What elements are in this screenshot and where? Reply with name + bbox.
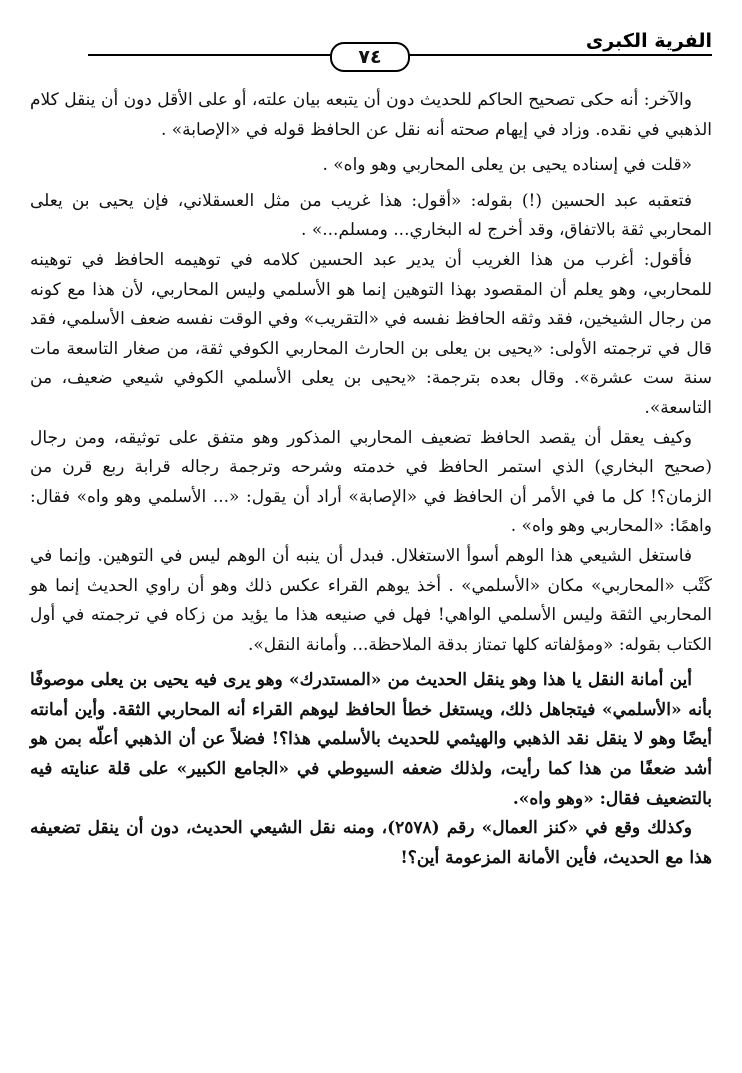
- paragraph: والآخر: أنه حكى تصحيح الحاكم للحديث دون أن يتبعه بيان علته، أو على الأقل دون أن ينقل كلام الذهبي في نقده. وزاد في إيهام صحته أنه نقل عن الحافظ قوله في «الإصابة» .: [30, 90, 712, 140]
- paragraph: فاستغل الشيعي هذا الوهم أسوأ الاستغلال. فبدل أن ينبه أن الوهم ليس في التوهين. وإنما في كَتْب «المحاربي» مكان «الأسلمي» . أخذ يوهم القراء عكس ذلك وهو أن راوي الحديث إنما هو المحاربي الثقة وليس الأسلمي الواهي! فهل في صنيعه هذا ما يؤيد من زكاه في ترجمته في أول الكتاب بقوله: «ومؤلفاته كلها تمتاز بدقة الملاحظة... وأمانة النقل».: [30, 545, 712, 655]
- bold-paragraph: وكذلك وقع في «كنز العمال» رقم (٢٥٧٨)، ومنه نقل الشيعي الحديث، دون أن ينقل تضعيفه هذا مع الحديث، فأين الأمانة المزعومة أين؟!: [30, 818, 712, 868]
- running-title: الفرية الكبرى: [585, 30, 712, 52]
- page-number: ٧٤: [330, 42, 410, 72]
- paragraph: فتعقبه عبد الحسين (!) بقوله: «أقول: هذا غريب من مثل العسقلاني، فإن يحيى بن يعلى المحاربي ثقة بالاتفاق، وقد أخرج له البخاري... ومسلم...» .: [30, 190, 712, 241]
- quote-paragraph: «قلت في إسناده يحيى بن يعلى المحاربي وهو واه» .: [322, 155, 692, 176]
- page-number-area: [0, 42, 742, 74]
- body-text: [30, 86, 712, 873]
- paragraph: فأقول: أغرب من هذا الغريب أن يدير عبد الحسين كلامه في توهيمه الحافظ في توهينه للمحاربي، وهو يعلم أن المقصود بهذا التوهين إنما هو الأسلمي وليس المحاربي، لأن هذا مع كونه من رجال الشيخين، فقد وثقه الحافظ نفسه في «التقريب» وفي الوقت نفسه ضعف الأسلمي، فقد قال في ترجمته الأولى: «يحيى بن يعلى بن الحارث المحاربي الكوفي ثقة، من صغار التاسعة مات سنة ست عشرة». وقال بعده بترجمة: «يحيى بن يعلى الأسلمي الكوفي شيعي ضعيف، من التاسعة».: [30, 249, 712, 418]
- paragraph: وكيف يعقل أن يقصد الحافظ تضعيف المحاربي المذكور وهو متفق على توثيقه، ومن رجال (صحيح البخاري) الذي استمر الحافظ في خدمته وشرحه وترجمة رجاله قرابة ربع قرن من الزمان؟! كل ما في الأمر أن الحافظ في «الإصابة» أراد أن يقول: «... الأسلمي وهو واه» فقال: واهمًا: «المحاربي وهو واه» .: [30, 427, 712, 537]
- bold-paragraph: أين أمانة النقل يا هذا وهو ينقل الحديث من «المستدرك» وهو يرى فيه يحيى بن يعلى موصوفًا بأنه «الأسلمي» فيتجاهل ذلك، ويستغل خطأ الحافظ ليوهم القراء أنه المحاربي الثقة. وأين أمانته أيضًا وهو لا ينقل نقد الذهبي والهيثمي للحديث بالأسلمي هذا؟! فضلاً عن أن الذهبي أعلّه بمن هو أشد ضعفًا من هذا كما رأيت، ولذلك ضعفه السيوطي في «الجامع الكبير» على قلة عنايته فيه بالتضعيف فقال: «وهو واه».: [30, 670, 712, 809]
